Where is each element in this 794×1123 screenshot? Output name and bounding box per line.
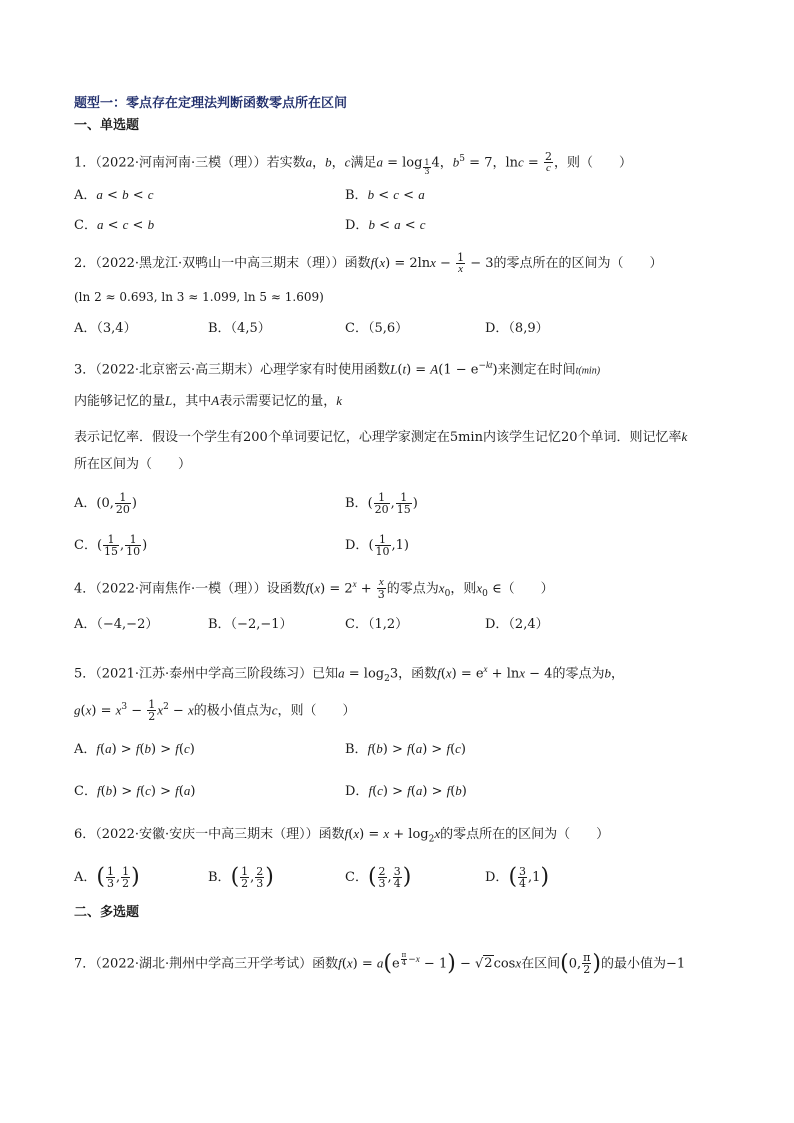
question-5-line-1: 5．（2021·江苏·泰州中学高三阶段练习）已知$a = \log_23$，函数$f(x) = e^x + \ln x - 4$的零点为b， (74, 664, 624, 684)
q6-option-b: B．( $\frac{1}{2}$ , $\frac{2}{3}$ ) (208, 864, 274, 890)
q3-option-c: C．( $\frac{1}{15}$ , $\frac{1}{10}$ ) (74, 533, 148, 558)
q3-option-d: D．( $\frac{1}{10}$ ,1) (345, 533, 409, 558)
q2-option-b: B．（4,5） (208, 321, 271, 336)
q1-suffix: ，则（ ） (553, 155, 632, 171)
single-choice-heading: 一、单选题 (74, 118, 140, 133)
q6-option-a: A．( $\frac{1}{3}$ , $\frac{1}{2}$ ) (74, 864, 140, 890)
q2-given: (ln 2 ≈ 0.693, ln 3 ≈ 1.099, ln 5 ≈ 1.609) (74, 290, 324, 304)
q4-option-c: C．（1,2） (345, 617, 409, 632)
q3-option-b: B．( $\frac{1}{20}$ , $\frac{1}{15}$ ) (345, 491, 418, 516)
q4-option-a: A．（−4,−2） (74, 617, 159, 632)
q1-option-b: B．b < c < a (345, 187, 425, 203)
q2-option-d: D．（8,9） (485, 321, 549, 336)
q1-prefix: 1．（2022·河南河南·三模（理））若实数 (74, 155, 306, 171)
q1-option-d: D．b < a < c (345, 217, 426, 233)
question-3-line-1: 3．（2022·北京密云·高三期末）心理学家有时使用函数$L(t) = A(1 - e^{-kt})$来测定在时间t(min) (74, 360, 601, 378)
q5-option-c: C．f(b) > f(c) > f(a) (74, 783, 196, 799)
q1-mid: 满足 (350, 155, 377, 171)
q5-option-d: D．f(c) > f(a) > f(b) (345, 783, 467, 799)
question-4: 4．（2022·河南焦作·一模（理））设函数$f(x) = 2^x$ + $\frac{x}{3}$ 的零点为$x_0$，则$x_0$ ∈（ ） (74, 576, 554, 602)
section-title: 题型一：零点存在定理法判断函数零点所在区间 (74, 96, 348, 111)
question-3-line-3: 表示记忆率．假设一个学生有200个单词要记忆，心理学家测定在5min内该学生记忆20个单词．则记忆率k (74, 429, 688, 445)
q3-option-a: A．(0, $\frac{1}{20}$ ) (74, 491, 137, 516)
q5-option-b: B．f(b) > f(a) > f(c) (345, 741, 466, 757)
q5-option-a: A．f(a) > f(b) > f(c) (74, 741, 195, 757)
q6-option-c: C．( $\frac{2}{3}$ , $\frac{3}{4}$ ) (345, 864, 412, 890)
q1-option-c: C．a < c < b (74, 217, 155, 233)
q4-option-b: B．（−2,−1） (208, 617, 293, 632)
q2-option-a: A．（3,4） (74, 321, 137, 336)
question-3-line-2: 内能够记忆的量L，其中A表示需要记忆的量，k (74, 393, 343, 409)
question-5-line-2: $g(x) = x^3$ − $\frac{1}{2}$ $x^2 - x$的极小值点为c，则（ ） (74, 698, 356, 724)
q2-suffix: 的零点所在的区间为（ ） (493, 256, 663, 271)
multi-choice-heading: 二、多选题 (74, 905, 140, 920)
q1-option-a: A．a < b < c (74, 187, 154, 203)
question-3-line-4: 所在区间为（ ） (74, 457, 192, 472)
q2-option-c: C．（5,6） (345, 321, 409, 336)
question-6: 6．（2022·安徽·安庆一中高三期末（理））函数$f(x) = x + \log_2x$的零点所在的区间为（ ） (74, 826, 610, 845)
q6-option-d: D．( $\frac{3}{4}$ ,1) (485, 864, 550, 890)
question-2: 2．（2022·黑龙江·双鸭山一中高三期末（理））函数f(x) = 2lnx − $\frac{1}{x}$ − 3的零点所在的区间为（ ） (74, 251, 663, 275)
q4-option-d: D．（2,4） (485, 617, 549, 632)
q2-prefix: 2．（2022·黑龙江·双鸭山一中高三期末（理））函数 (74, 256, 371, 271)
question-7: 7．（2022·湖北·荆州中学高三开学考试）函数f(x) = a(e $^{\frac{\pi}{4} -x}$ − 1) − √2cosx在区间(0, $\frac{\pi}{2}$ )的最小值为−1 (74, 950, 686, 977)
question-1: 1．（2022·河南河南·三模（理））若实数a，b，c满足a = log $_{\frac{1}{3}}$ 4，$b^5 = 7$，lnc = $\frac{2}{c}$ ，则（ ） (74, 150, 632, 176)
